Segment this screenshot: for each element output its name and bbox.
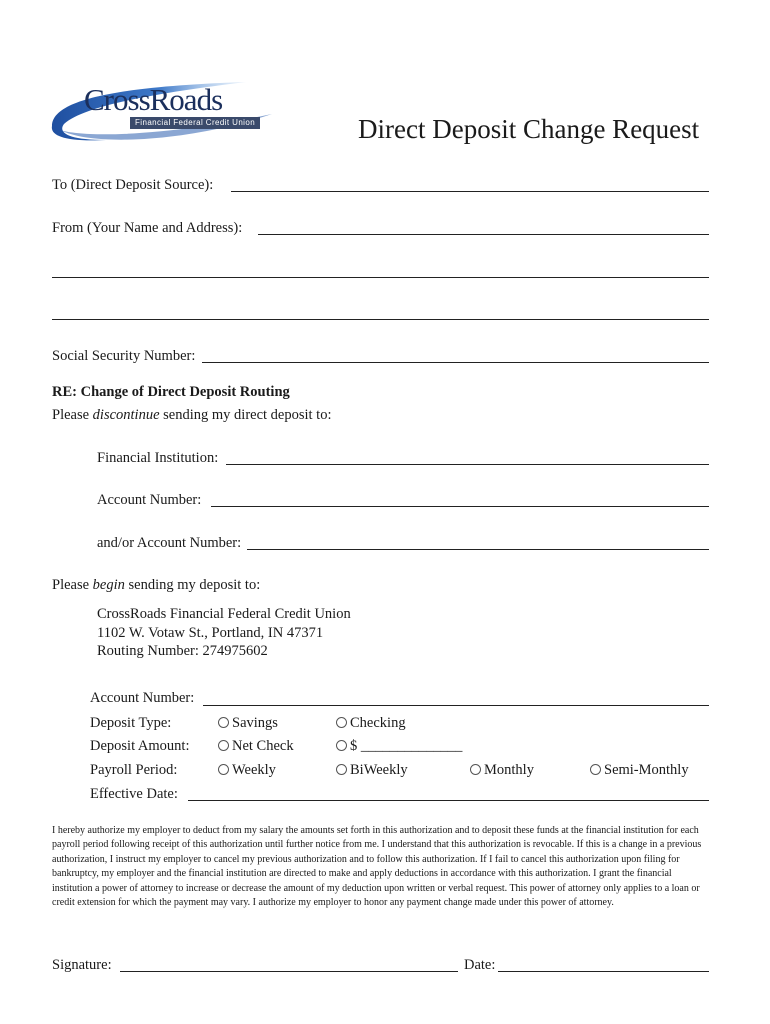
ssn-field[interactable]	[202, 362, 709, 363]
deposit-type-checking[interactable]: Checking	[336, 715, 406, 731]
from-name-label: From (Your Name and Address):	[52, 220, 243, 236]
begin-text: Please begin sending my deposit to:	[52, 577, 261, 593]
effective-date-label: Effective Date:	[90, 786, 178, 802]
deposit-amount-net-check[interactable]: Net Check	[218, 738, 294, 754]
new-account-label: Account Number:	[90, 690, 195, 706]
radio-icon	[218, 717, 229, 728]
payroll-period-semi-monthly[interactable]: Semi-Monthly	[590, 762, 689, 778]
old-and-or-account-label: and/or Account Number:	[97, 535, 242, 551]
new-account-field[interactable]	[203, 705, 709, 706]
old-account-label: Account Number:	[97, 492, 202, 508]
radio-icon	[336, 740, 347, 751]
old-institution-label: Financial Institution:	[97, 450, 219, 466]
crossroads-logo	[46, 78, 278, 144]
radio-icon	[218, 764, 229, 775]
from-name-field[interactable]	[258, 234, 709, 235]
old-account-field[interactable]	[211, 506, 709, 507]
deposit-type-label: Deposit Type:	[90, 715, 172, 731]
effective-date-field[interactable]	[188, 800, 709, 801]
authorization-text: I hereby authorize my employer to deduct from my salary the amounts set forth in this authorization and to deposit these funds at the financial institution for each payroll period following receipt of this authorization until further notice from me. I understand that this authorization is revocable. If this is a change in a previous authorization, I instruct my employer to cancel my previous authorization and to follow this authorization. If I fail to cancel this authorization upon filing for bankruptcy, my employer and the financial institution are directed to make and apply deductions in accordance with this authorization. I grant the financial institution a power of attorney to increase or decrease the amount of my deduction upon written or verbal request. This power of attorney only applies to a loan or credit extension for which the payment may vary. I authorize my employer to honor any payment change made under this power of attorney.	[52, 825, 702, 909]
ssn-label: Social Security Number:	[52, 348, 196, 364]
address-line-1-field[interactable]	[52, 277, 709, 278]
deposit-type-savings[interactable]: Savings	[218, 715, 278, 731]
date-label: Date:	[464, 957, 496, 973]
routing-number: Routing Number: 274975602	[97, 643, 268, 659]
signature-field[interactable]	[120, 971, 458, 972]
payroll-period-biweekly[interactable]: BiWeekly	[336, 762, 408, 778]
deposit-amount-dollar[interactable]: $ ______________	[336, 738, 462, 754]
page-title: Direct Deposit Change Request	[358, 114, 700, 144]
logo-tagline: Financial Federal Credit Union	[130, 117, 260, 129]
old-institution-field[interactable]	[226, 464, 709, 465]
payroll-period-label: Payroll Period:	[90, 762, 178, 778]
payroll-period-weekly[interactable]: Weekly	[218, 762, 276, 778]
old-and-or-account-field[interactable]	[247, 549, 709, 550]
radio-icon	[336, 717, 347, 728]
bank-name: CrossRoads Financial Federal Credit Union	[97, 606, 351, 622]
to-source-label: To (Direct Deposit Source):	[52, 177, 214, 193]
radio-icon	[470, 764, 481, 775]
deposit-amount-label: Deposit Amount:	[90, 738, 190, 754]
radio-icon	[218, 740, 229, 751]
logo-wordmark: CrossRoads	[84, 82, 223, 117]
signature-label: Signature:	[52, 957, 112, 973]
re-heading: RE: Change of Direct Deposit Routing	[52, 384, 290, 400]
bank-address: 1102 W. Votaw St., Portland, IN 47371	[97, 625, 324, 641]
address-line-2-field[interactable]	[52, 319, 709, 320]
payroll-period-monthly[interactable]: Monthly	[470, 762, 534, 778]
discontinue-text: Please discontinue sending my direct deposit to:	[52, 407, 332, 423]
radio-icon	[336, 764, 347, 775]
to-source-field[interactable]	[231, 191, 709, 192]
radio-icon	[590, 764, 601, 775]
date-field[interactable]	[498, 971, 709, 972]
